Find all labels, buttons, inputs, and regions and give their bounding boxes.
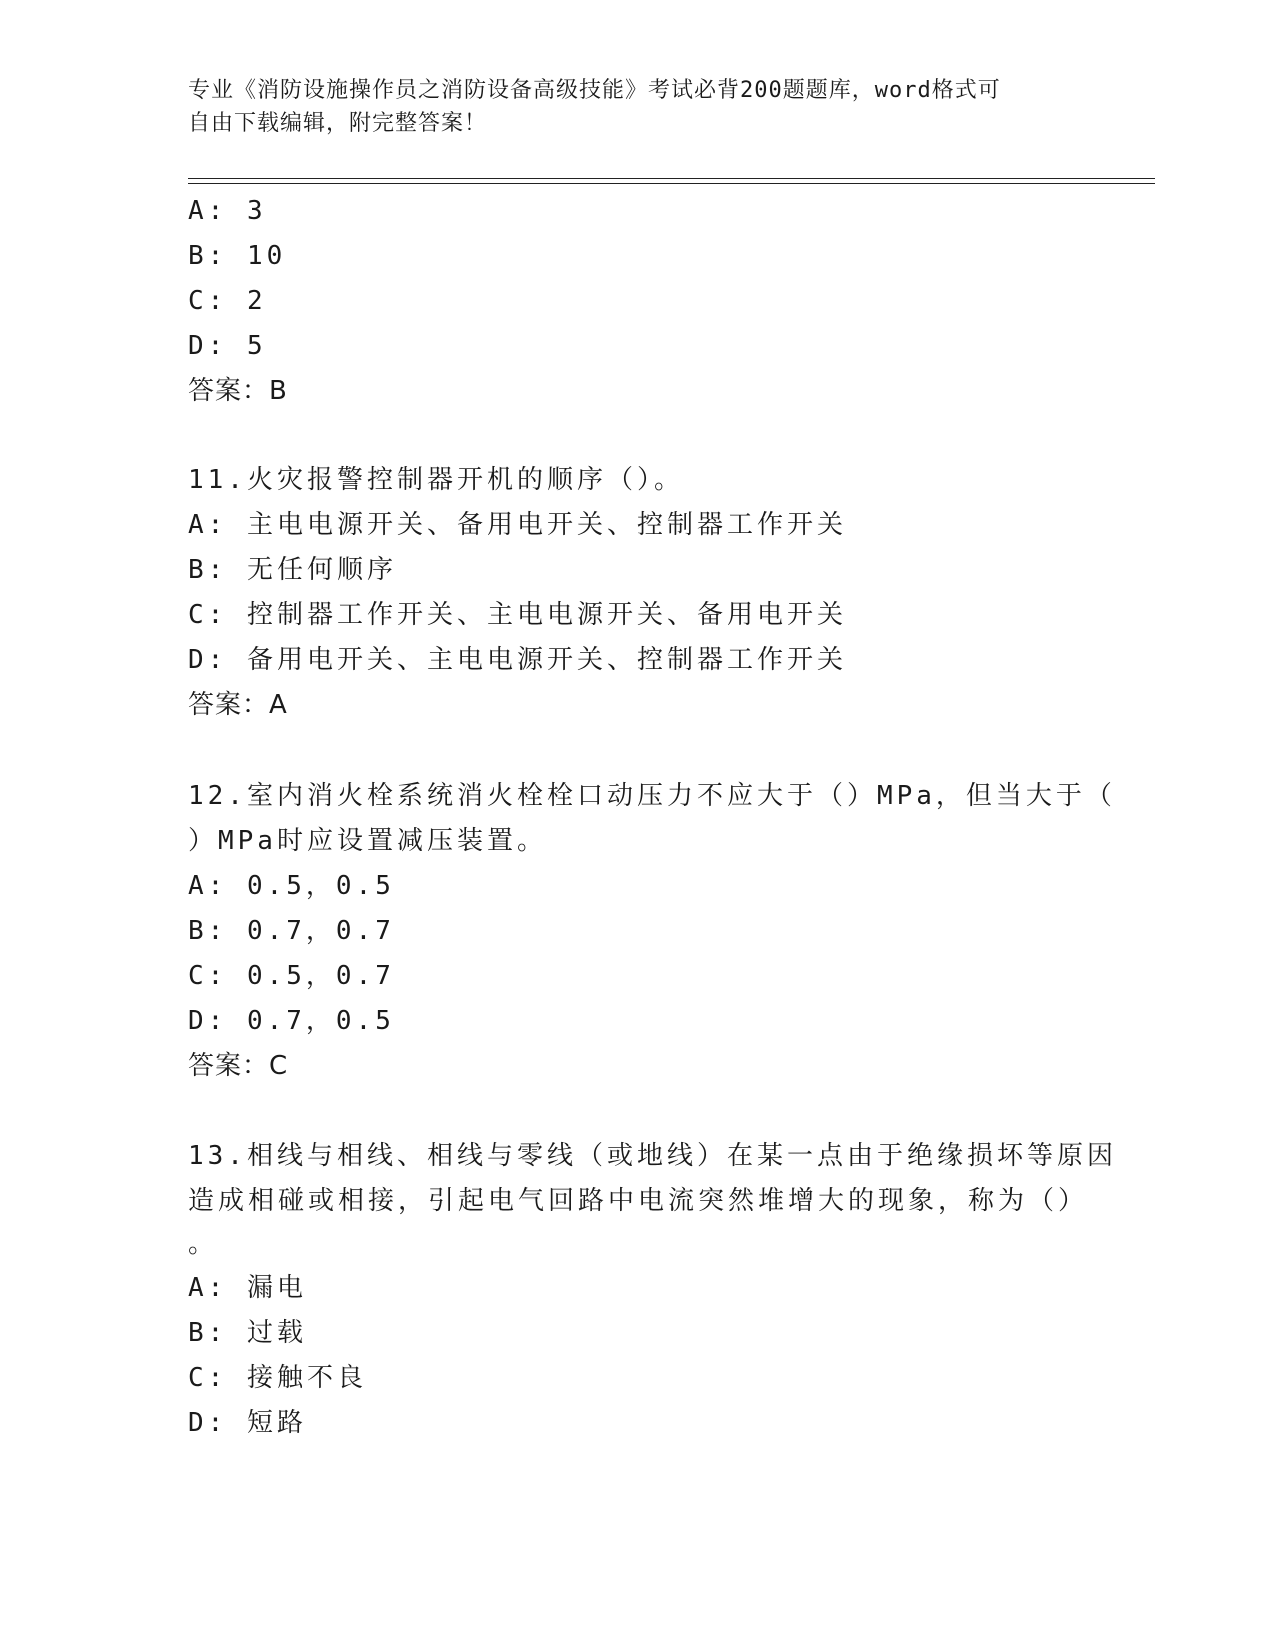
q12-answer: 答案：C	[188, 1051, 289, 1081]
q13-option-d: D: 短路	[188, 1408, 307, 1438]
header-rule-top	[188, 178, 1155, 179]
q13-option-b: B: 过载	[188, 1318, 307, 1348]
q13-option-c: C: 接触不良	[188, 1363, 367, 1393]
document-header	[188, 74, 1088, 140]
q12-stem-line-1: 12.室内消火栓系统消火栓栓口动压力不应大于（）MPa，但当大于（	[188, 781, 1116, 811]
q10-answer: 答案：B	[188, 376, 288, 406]
q11-option-c: C: 控制器工作开关、主电电源开关、备用电开关	[188, 600, 847, 630]
q11-stem: 11.火灾报警控制器开机的顺序（）。	[188, 465, 684, 495]
q13-stem-line-3: 。	[188, 1229, 219, 1259]
q11-option-d: D: 备用电开关、主电电源开关、控制器工作开关	[188, 645, 847, 675]
q12-option-c: C: 0.5，0.7	[188, 961, 395, 991]
q12-stem-line-2: ）MPa时应设置减压装置。	[188, 826, 547, 856]
q12-option-b: B: 0.7，0.7	[188, 916, 395, 946]
q11-option-a: A: 主电电源开关、备用电开关、控制器工作开关	[188, 510, 847, 540]
header-line-2: 自由下载编辑，附完整答案！	[188, 111, 488, 136]
q10-option-d: D: 5	[188, 331, 267, 361]
q11-answer: 答案：A	[188, 690, 288, 720]
q10-option-b: B: 10	[188, 241, 287, 271]
q11-option-b: B: 无任何顺序	[188, 555, 397, 585]
q13-stem-line-1: 13.相线与相线、相线与零线（或地线）在某一点由于绝缘损坏等原因	[188, 1141, 1117, 1171]
q10-option-a: A: 3	[188, 196, 267, 226]
header-rule-bottom	[188, 183, 1155, 184]
header-line-1: 专业《消防设施操作员之消防设备高级技能》考试必背200题题库，word格式可	[188, 78, 1001, 103]
q10-option-c: C: 2	[188, 286, 267, 316]
q12-option-d: D: 0.7，0.5	[188, 1006, 395, 1036]
q12-option-a: A: 0.5，0.5	[188, 871, 395, 901]
q13-stem-line-2: 造成相碰或相接，引起电气回路中电流突然堆增大的现象，称为（）	[188, 1186, 1089, 1216]
q13-option-a: A: 漏电	[188, 1273, 307, 1303]
